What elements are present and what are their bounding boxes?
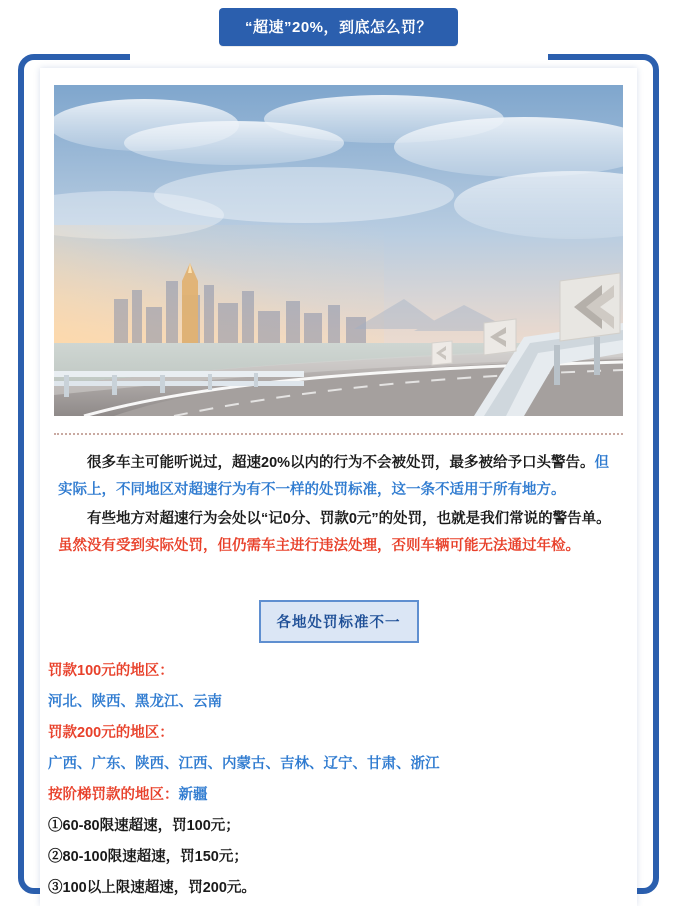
tiered-label: 按阶梯罚款的地区： [48,787,179,803]
highway-photo [54,85,623,416]
article-body [58,450,620,562]
subheading-banner [40,600,637,643]
tiered-item-1: ②80-100限速超速，罚150元； [48,849,248,865]
paragraph-1 [58,450,620,504]
divider [54,433,623,437]
tiered-item-2: ③100以上限速超速，罚200元。 [48,880,256,896]
region-1-label-row [48,718,628,749]
region-1-value: 广西、广东、陕西、江西、内蒙古、吉林、辽宁、甘肃、浙江 [48,756,440,772]
paragraph-2 [58,506,620,560]
subheading-label: 各地处罚标准不一 [259,600,419,643]
tiered-label-row [48,780,628,811]
paragraph-1-part-1: 很多车主可能听说过，超速20%以内的行为不会被处罚，最多被给予口头警告。 [87,455,595,471]
content-card [40,68,637,906]
region-list [48,656,628,904]
title-banner [0,8,677,46]
tiered-region: 新疆 [178,787,208,803]
region-1-label: 罚款200元的地区： [48,725,174,741]
region-0-value-row [48,687,628,718]
paragraph-2-part-2: 虽然没有受到实际处罚，但仍需车主进行违法处理，否则车辆可能无法通过年检。 [58,538,580,554]
page-title: “超速”20%，到底怎么罚？ [219,8,458,46]
frame-top-gap [130,48,548,66]
region-0-label-row [48,656,628,687]
region-0-label: 罚款100元的地区： [48,663,174,679]
tiered-item-0: ①60-80限速超速，罚100元； [48,818,240,834]
region-0-value: 河北、陕西、黑龙江、云南 [48,694,222,710]
paragraph-1-part-2: 但实际上，不同地区对超速行为有不一样的处罚标准，这一条不适用于所有地方。 [58,455,610,498]
region-1-value-row [48,749,628,780]
paragraph-2-part-1: 有些地方对超速行为会处以“记0分、罚款0元”的处罚，也就是我们常说的警告单。 [87,511,611,527]
